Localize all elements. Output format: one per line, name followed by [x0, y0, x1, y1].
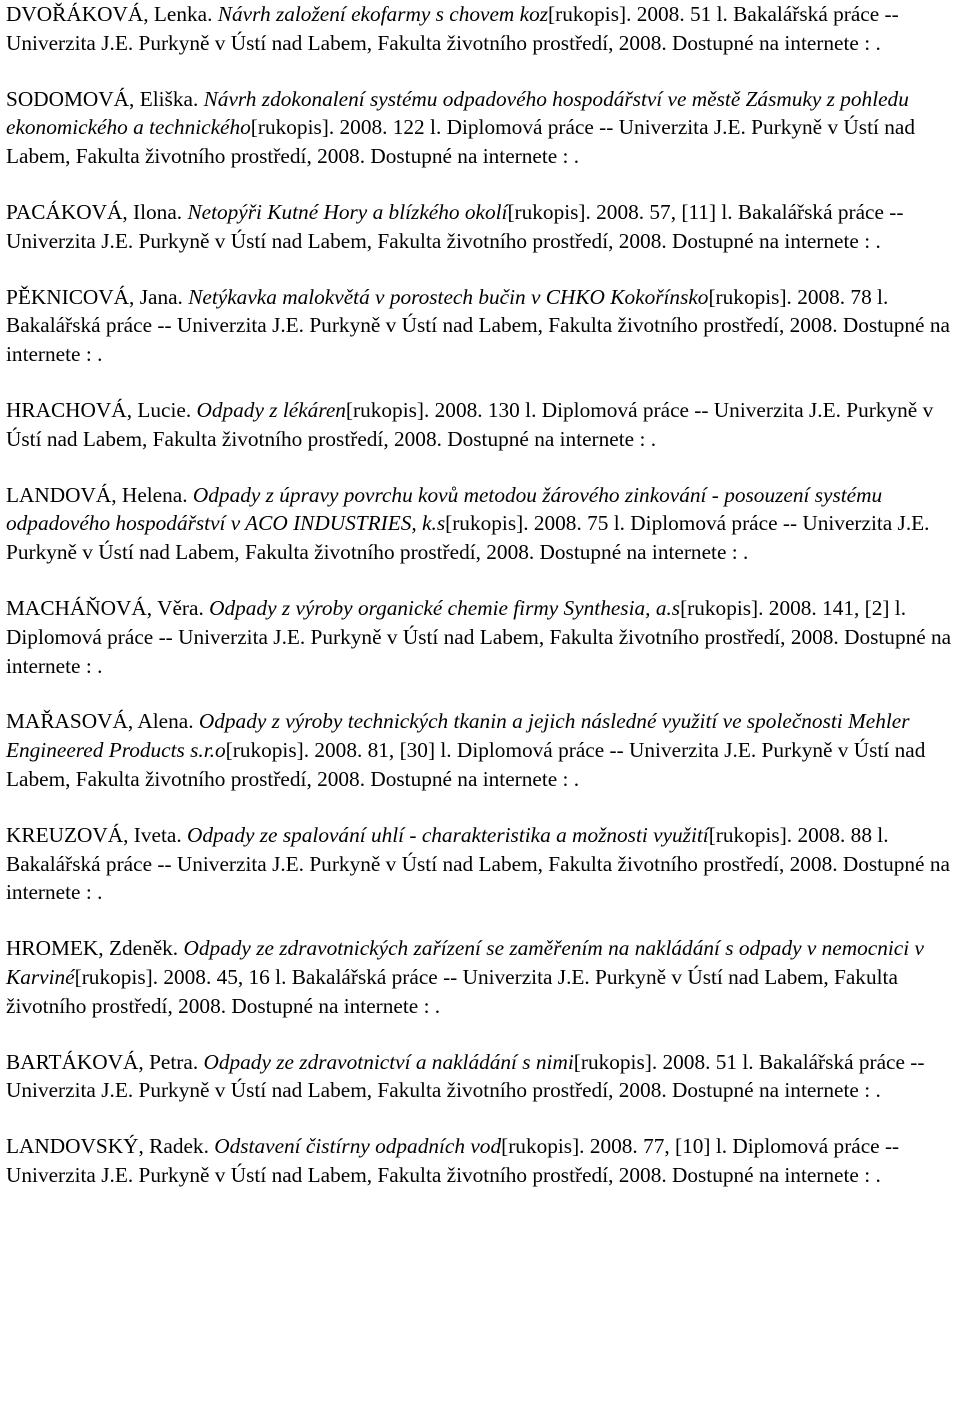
entry-title: Netopýři Kutné Hory a blízkého okolí [187, 199, 508, 224]
entry-title: Odpady ze zdravotnických zařízení se zaměřením na nakládání s odpady v nemocnici v Karviné [6, 936, 924, 989]
entry-title: Odpady z lékáren [196, 397, 346, 422]
entry-author: LANDOVÁ, Helena. [6, 482, 188, 507]
bibliography-entry [6, 396, 952, 454]
bibliography-entry [6, 85, 952, 171]
entry-author: BARTÁKOVÁ, Petra. [6, 1049, 199, 1074]
entry-author: KREUZOVÁ, Iveta. [6, 822, 182, 847]
entry-details: [rukopis]. 2008. 141, [2] l. Diplomová práce -- Univerzita J.E. Purkyně v Ústí nad Labem, Fakulta životního prostředí, 2008. Dostupné na internete : . [6, 595, 952, 678]
bibliography-entry [6, 934, 952, 1020]
entry-author: HRACHOVÁ, Lucie. [6, 397, 192, 422]
bibliography-entry [6, 1048, 952, 1106]
bibliography-entry [6, 594, 952, 680]
bibliography-entry [6, 821, 952, 907]
entry-details: [rukopis]. 2008. 77, [10] l. Diplomová práce -- Univerzita J.E. Purkyně v Ústí nad Labem, Fakulta životního prostředí, 2008. Dostupné na internete : . [6, 1134, 900, 1187]
entry-details: [rukopis]. 2008. 51 l. Bakalářská práce -- Univerzita J.E. Purkyně v Ústí nad Labem, Fakulta životního prostředí, 2008. Dostupné na internete : . [6, 1049, 925, 1103]
entry-title: Odpady z úpravy povrchu kovů metodou žárového zinkování - posouzení systému odpadového hospodářství v ACO INDUSTRIES, k.s [6, 482, 883, 536]
entry-details: [rukopis]. 2008. 57, [11] l. Bakalářská práce -- Univerzita J.E. Purkyně v Ústí nad Labem, Fakulta životního prostředí, 2008. Dostupné na internete : . [6, 199, 904, 253]
entry-title: Odstavení čistírny odpadních vod [214, 1134, 502, 1159]
entry-title: Návrh zdokonalení systému odpadového hospodářství ve městě Zásmuky z pohledu ekonomického a technického [6, 86, 909, 140]
entry-details: [rukopis]. 2008. 81, [30] l. Diplomová práce -- Univerzita J.E. Purkyně v Ústí nad Labem, Fakulta životního prostředí, 2008. Dostupné na internete : . [6, 738, 926, 791]
entry-title: Odpady ze zdravotnictví a nakládání s nimi [203, 1049, 574, 1074]
bibliography-entry [6, 283, 952, 369]
entry-details: [rukopis]. 2008. 88 l. Bakalářská práce -- Univerzita J.E. Purkyně v Ústí nad Labem, Fakulta životního prostředí, 2008. Dostupné na internete : . [6, 822, 950, 905]
entry-title: Odpady ze spalování uhlí - charakteristika a možnosti využití [187, 822, 709, 847]
bibliography-entry [6, 707, 952, 793]
entry-title: Návrh založení ekofarmy s chovem koz [217, 2, 549, 26]
entry-author: PACÁKOVÁ, Ilona. [6, 199, 183, 224]
entry-details: [rukopis]. 2008. 78 l. Bakalářská práce -- Univerzita J.E. Purkyně v Ústí nad Labem, Fakulta životního prostředí, 2008. Dostupné na internete : . [6, 284, 950, 367]
entry-details: [rukopis]. 2008. 45, 16 l. Bakalářská práce -- Univerzita J.E. Purkyně v Ústí nad Labem, Fakulta životního prostředí, 2008. Dostupné na internete : . [6, 964, 898, 1018]
entry-title: Netýkavka malokvětá v porostech bučin v CHKO Kokořínsko [188, 284, 709, 309]
entry-details: [rukopis]. 2008. 75 l. Diplomová práce -- Univerzita J.E. Purkyně v Ústí nad Labem, Fakulta životního prostředí, 2008. Dostupné na internete : . [6, 511, 930, 565]
entry-title: Odpady z výroby technických tkanin a jejich následné využití ve společnosti Mehler Engineered Products s.r.o [6, 709, 910, 763]
entry-author: HROMEK, Zdeněk. [6, 936, 179, 961]
bibliography-entry [6, 1132, 952, 1190]
entry-details: [rukopis]. 2008. 51 l. Bakalářská práce -- Univerzita J.E. Purkyně v Ústí nad Labem, Fakulta životního prostředí, 2008. Dostupné na internete : . [6, 2, 899, 55]
entry-author: LANDOVSKÝ, Radek. [6, 1134, 209, 1159]
entry-details: [rukopis]. 2008. 122 l. Diplomová práce -- Univerzita J.E. Purkyně v Ústí nad Labem, Fakulta životního prostředí, 2008. Dostupné na internete : . [6, 115, 916, 169]
entry-author: SODOMOVÁ, Eliška. [6, 86, 199, 111]
entry-author: MACHÁŇOVÁ, Věra. [6, 595, 204, 620]
entry-author: MAŘASOVÁ, Alena. [6, 709, 194, 734]
entry-details: [rukopis]. 2008. 130 l. Diplomová práce -- Univerzita J.E. Purkyně v Ústí nad Labem, Fakulta životního prostředí, 2008. Dostupné na internete : . [6, 397, 934, 451]
entry-author: DVOŘÁKOVÁ, Lenka. [6, 2, 213, 26]
entry-author: PĚKNICOVÁ, Jana. [6, 284, 183, 309]
bibliography-entry [6, 481, 952, 567]
entry-title: Odpady z výroby organické chemie firmy Synthesia, a.s [209, 595, 681, 620]
bibliography-entry [6, 0, 952, 58]
bibliography-entry [6, 198, 952, 256]
